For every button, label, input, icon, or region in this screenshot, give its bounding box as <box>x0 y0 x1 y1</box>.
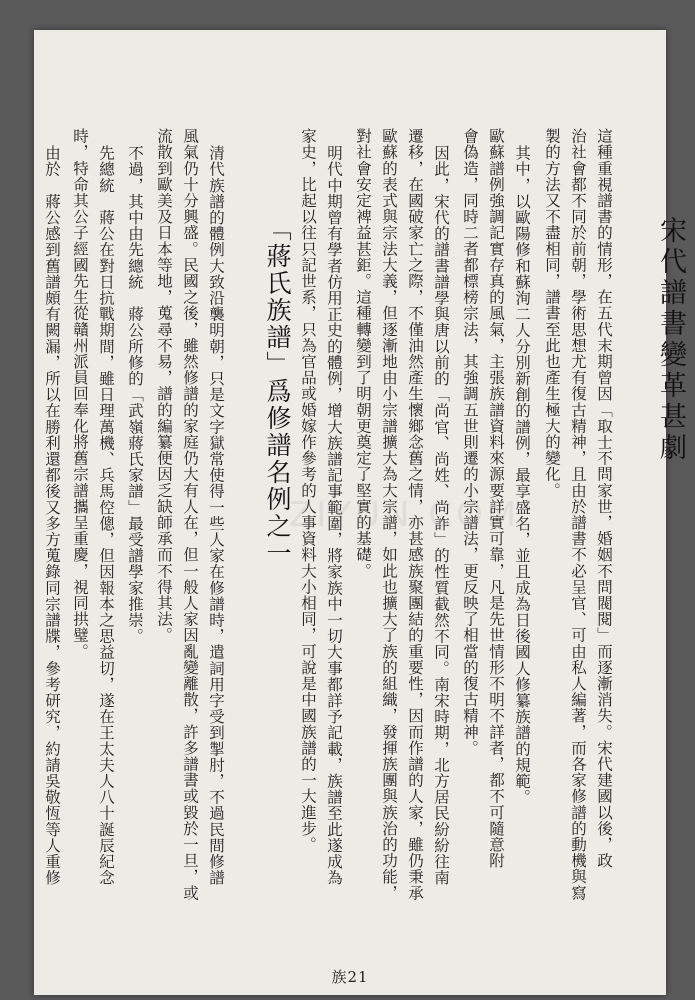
page-number: 族21 <box>331 968 369 986</box>
text-column: 流散到歐美及日本等地，蒐尋不易，譜的編纂便因乏缺師承而不得其法。 <box>155 128 173 644</box>
text-column: 製的方法又不盡相同，譜書至此也產生極大的變化。 <box>543 128 561 499</box>
text-column: 由於 蔣公感到舊譜頗有闕漏，所以在勝利還都後又多方蒐錄同宗譜牒，參考研究，約請吳敬恆等人重修 <box>43 145 61 886</box>
text-column: 風氣仍十分興盛。民國之後，雖然修譜的家庭仍大有人在，但一般人家因亂變離散，許多譜書或毀於一旦，或 <box>181 128 199 901</box>
watermark: ZIYUN.COM <box>289 495 521 535</box>
text-column: 對社會安定裨益甚鉅。這種轉變到了明朝更奠定了堅實的基礎。 <box>354 128 372 579</box>
section-title-sub: 「蔣氏族譜」爲修譜名例之一 <box>263 216 292 567</box>
text-column: 遷移，在國破家亡之際，不僅油然產生懷鄉念舊之情，亦甚感族聚團結的重要性，因而作譜的人家，雖仍秉承 <box>406 128 424 901</box>
text-column: 家史，比起以往只記世系，只為官品或婚嫁作參考的人事資料大小相同，可說是中國族譜的一大進步。 <box>299 128 317 853</box>
text-column: 時，特命其公子經國先生從贛州派員回奉化將舊宗譜攜呈重慶，視同拱璧。 <box>71 128 89 660</box>
text-column: 歐蘇譜例強調記實存真的風氣，主張族譜資料來源要詳實可靠，凡是先世情形不明不詳者，都不可隨意附 <box>487 128 505 869</box>
text-column: 清代族譜的體例大致沿襲明朝，只是文字獄常使得一些人家在修譜時，遣詞用字受到掣肘，不過民間修譜 <box>207 145 225 886</box>
text-column: 先總統 蔣公在對日抗戰期間，雖日理萬機、兵馬倥傯，但因報本之思益切，遂在王太夫人八十誕辰紀念 <box>97 145 115 886</box>
book-page <box>34 30 686 995</box>
text-column: 明代中期曾有學者仿用正史的體例，增大族譜記事範圍，將家族中一切大事都詳予記載，族譜至此遂成為 <box>325 145 343 886</box>
text-column: 因此，宋代的譜書譜學與唐以前的「尚官、尚姓、尚詐」的性質截然不同。南宋時期，北方居民紛紛往南 <box>432 145 450 886</box>
text-column: 其中，以歐陽修和蘇洵二人分別新創的譜例，最享盛名，並且成為日後國人修纂族譜的規範。 <box>513 145 531 806</box>
text-column: 治社會都不同於前朝，學術思想尤有復古精神，且由於譜書不必呈官、可由私人編著，而各家修譜的動機與寫 <box>569 128 587 901</box>
section-title-main: 宋代譜書變革甚劇 <box>655 216 686 464</box>
text-column: 會偽造，同時二者都標榜宗法，其強調五世則遷的小宗譜法，更反映了相當的復古精神。 <box>461 128 479 756</box>
text-column: 這種重視譜書的情形，在五代末期曾因「取士不問家世，婚姻不問閥閱」而逐漸消失。宋代建國以後，政 <box>595 128 613 869</box>
text-column: 歐蘇的表式與宗法大義，但逐漸地由小宗譜擴大為大宗譜，如此也擴大了族的組織，發揮族團與族治的功能， <box>380 128 398 901</box>
text-column: 不過，其中由先總統 蔣公所修的「武嶺蔣氏家譜」最受譜學家推崇。 <box>126 145 144 645</box>
